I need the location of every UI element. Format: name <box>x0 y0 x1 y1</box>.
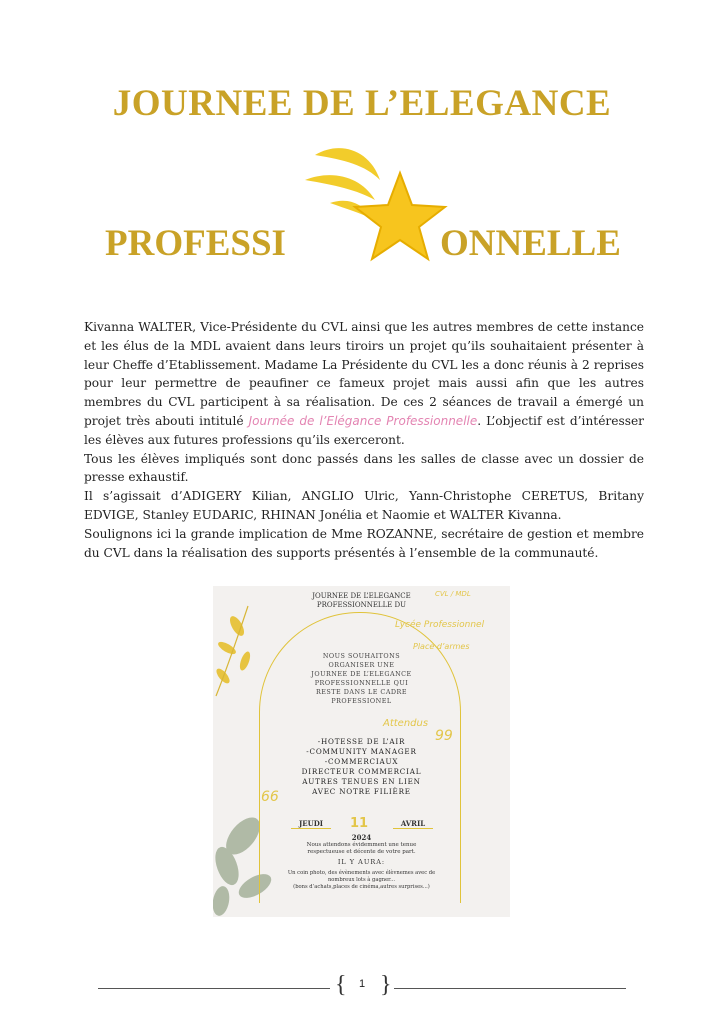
poster-intro-4: PROFESSIONNELLE QUI <box>314 679 409 687</box>
poster-extra-1: Un coin photo, des évènements avec élèvnemes avec de <box>287 870 436 876</box>
poster-il-y-aura: IL Y AURA: <box>337 858 386 866</box>
poster-intro-2: ORGANISER UNE <box>328 661 395 669</box>
poster-date: 11 <box>350 816 369 831</box>
paragraph-1-text: Kivanna WALTER, Vice-Présidente du CVL ainsi que les autres membres de cette instance et les élus de la MDL avaient dans leurs tiroirs un projet qu’ils souhaitaient présenter à leur Cheffe d’Etablissement. Madame La Présidente du CVL les a donc réunis à 2 reprises pour leur permettre de peaufiner ce fameux projet mais aussi afin que les autres membres du CVL participent à sa réalisation. De ces 2 séances de travail a émergé un projet très abouti intitulé <box>84 320 644 428</box>
poster-title-1: JOURNEE DE L’ELEGANCE <box>312 592 411 600</box>
poster-role-1: -HOTESSE DE L’AIR <box>317 737 406 746</box>
paragraph-1 <box>84 318 644 450</box>
poster-intro-6: PROFESSIONEL <box>331 697 392 705</box>
poster-role-4: DIRECTEUR COMMERCIAL <box>301 767 422 776</box>
article-body <box>84 318 644 562</box>
footer-brace-left: { <box>335 972 347 998</box>
poster-title-2: PROFESSIONNELLE DU <box>316 601 407 609</box>
page-number: 1 <box>358 978 366 990</box>
poster-intro-1: NOUS SOUHAITONS <box>322 652 401 660</box>
poster-day: JEUDI <box>291 819 331 829</box>
poster-quote-open: 66 <box>261 789 279 805</box>
footer-rule-left <box>98 988 330 989</box>
footer-brace-right: } <box>380 972 392 998</box>
title-line1: JOURNEE DE L’ELEGANCE <box>112 83 612 124</box>
paragraph-2: Tous les élèves impliqués sont donc passés dans les salles de classe avec un dossier de presse exhaustif. <box>84 451 644 485</box>
title-word-right: ONNELLE <box>440 223 621 264</box>
poster-year: 2024 <box>351 833 372 842</box>
poster-role-5: AUTRES TENUES EN LIEN <box>302 777 421 786</box>
poster-role-2: -COMMUNITY MANAGER <box>306 747 417 756</box>
poster-corner-label: CVL / MDL <box>435 590 471 598</box>
poster-role-3: -COMMERCIAUX <box>324 757 399 766</box>
poster-school-2: Place d’armes <box>413 642 470 651</box>
poster-attendus-label: Attendus <box>383 718 429 729</box>
paragraph-4: Soulignons ici la grande implication de Mme ROZANNE, secrétaire de gestion et membre du CVL dans la réalisation des supports présentés à l’ensemble de la communauté. <box>84 526 644 560</box>
footer-rule-right <box>394 988 626 989</box>
paragraph-1-end: . L’objectif est d’intéresser les élèves aux futures professions qu’ils exerceront. <box>84 413 644 447</box>
poster-role-6: AVEC NOTRE FILIÈRE <box>312 787 411 796</box>
poster-quote-close: 99 <box>435 728 453 744</box>
title-word-left: PROFESSI <box>105 223 286 264</box>
shooting-star-icon <box>285 135 455 265</box>
poster-month: AVRIL <box>393 819 433 829</box>
paragraph-3: Il s’agissait d’ADIGERY Kilian, ANGLIO Ulric, Yann-Christophe CERETUS, Britany EDVIGE, Stanley EUDARIC, RHINAN Jonélia et Naomie et WALTER Kivanna. <box>84 489 644 522</box>
poster-school-1: Lycée Professionnel <box>395 620 485 630</box>
event-poster <box>213 586 510 917</box>
poster-intro-5: RESTE DANS LE CADRE <box>315 688 408 696</box>
poster-note-1: Nous attendons évidemment une tenue <box>306 842 417 848</box>
project-name-highlight: Journée de l’Elégance Professionnelle <box>248 413 478 428</box>
poster-note-2: respectueuse et décente de votre part. <box>307 849 416 855</box>
poster-extra-2: nombreux lots à gagner... <box>327 877 396 883</box>
poster-extra-3: (bons d’achats,places de cinéma,autres surprises...) <box>293 884 430 890</box>
poster-intro-3: JOURNEE DE L’ELEGANCE <box>311 670 412 678</box>
